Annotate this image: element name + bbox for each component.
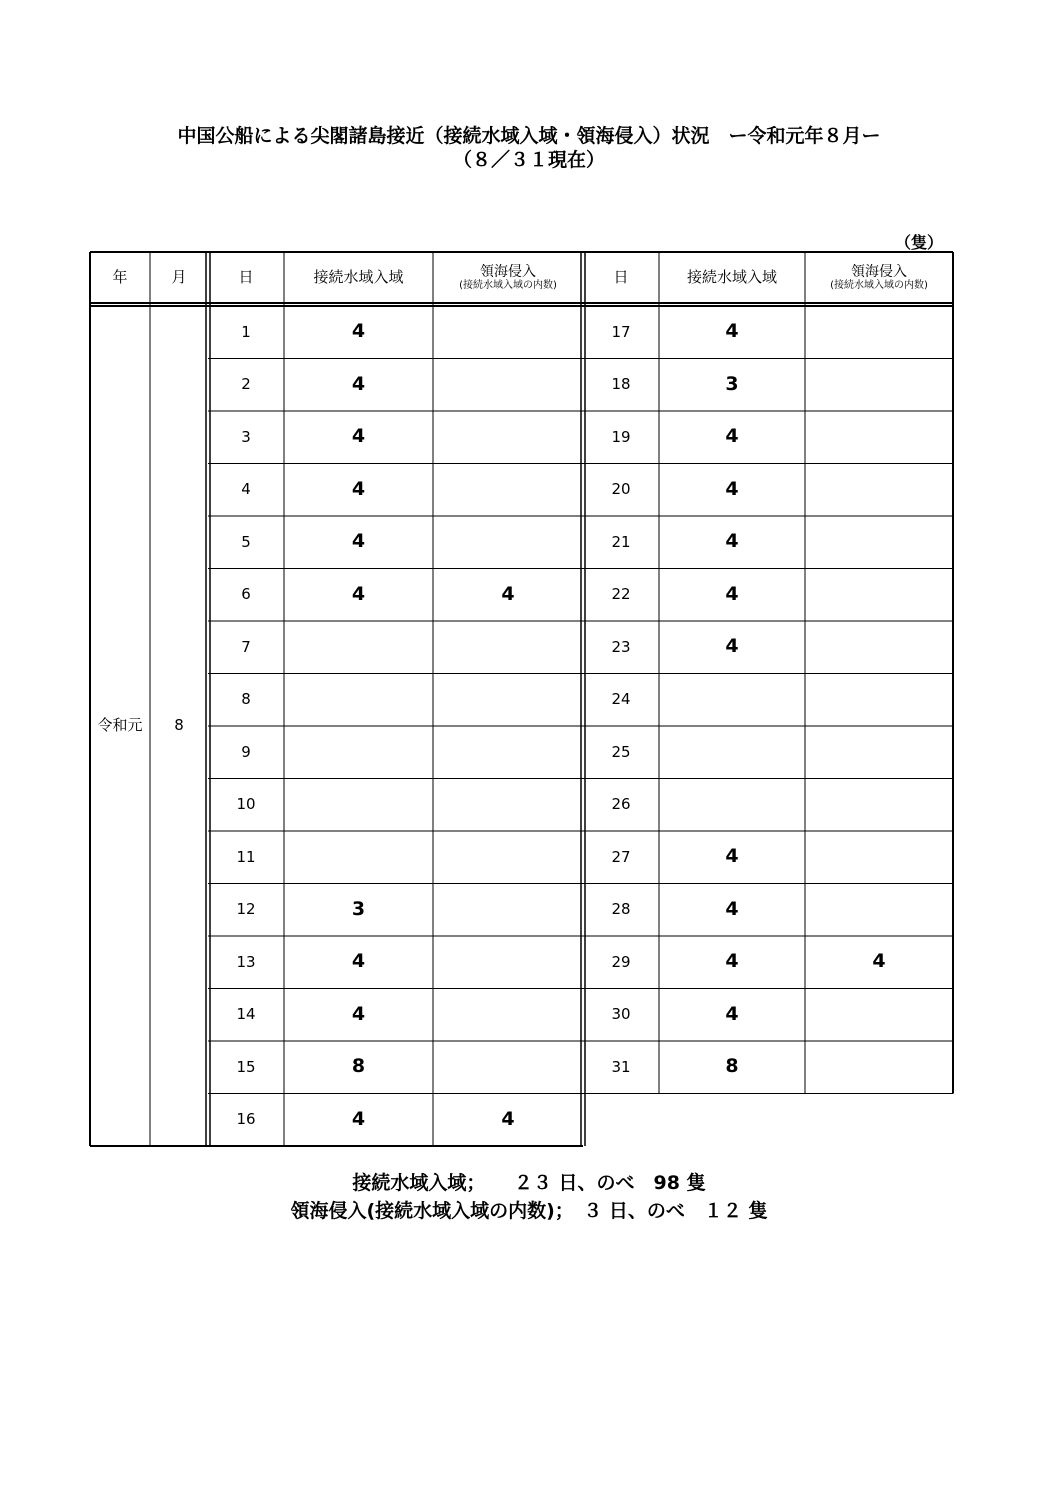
day-cell: 26 [611,795,631,814]
territorial-count-cell [805,411,953,464]
territorial-count-cell [805,779,953,832]
territorial-count-cell [433,359,583,412]
header-day: 日 [613,267,629,286]
contiguous-count-cell: 4 [351,950,366,973]
contiguous-count-cell: 4 [725,582,739,605]
header-territorial-sublabel: (接続水域入域の内数) [459,279,557,291]
day-cell: 27 [611,847,631,866]
day-cell: 10 [236,795,256,814]
contiguous-count-cell: 8 [351,1055,366,1078]
day-cell: 17 [611,322,631,341]
day-cell: 28 [611,900,631,919]
day-cell: 23 [611,637,631,656]
day-cell: 13 [236,952,256,971]
contiguous-count-cell: 4 [351,582,366,605]
territorial-count-cell [805,674,953,727]
territorial-count-cell [433,464,583,517]
contiguous-count-cell [284,674,433,727]
day-cell: 16 [236,1110,256,1129]
era-cell: 令和元 [97,716,143,735]
contiguous-count-cell: 4 [725,320,739,343]
day-cell: 21 [611,532,631,551]
contiguous-count-cell [659,674,805,727]
territorial-count-cell [433,779,583,832]
territorial-count-cell [433,516,583,569]
contiguous-count-cell: 4 [351,372,366,395]
territorial-count-cell [805,464,953,517]
day-cell: 31 [611,1057,631,1076]
territorial-count-cell [805,621,953,674]
contiguous-count-cell: 4 [725,425,739,448]
contiguous-count-cell: 4 [725,1002,739,1025]
contiguous-count-cell [284,779,433,832]
day-cell: 11 [236,847,256,866]
territorial-count-cell [805,726,953,779]
unit-label: （隻） [895,233,944,252]
territorial-count-cell [433,674,583,727]
header-month: 月 [171,267,187,286]
contiguous-count-cell: 4 [725,845,739,868]
territorial-count-cell [433,989,583,1042]
contiguous-count-cell: 4 [351,320,366,343]
contiguous-count-cell: 3 [351,897,366,920]
contiguous-count-cell [659,726,805,779]
day-cell: 29 [611,952,631,971]
territorial-count-cell [433,621,583,674]
day-cell: 15 [236,1057,256,1076]
territorial-count-cell [805,884,953,937]
territorial-count-cell [433,306,583,359]
contiguous-count-cell: 4 [351,425,366,448]
header-contiguous: 接続水域入域 [686,267,777,286]
page-title: 中国公船による尖閣諸島接近（接続水域入域・領海侵入）状況 ー令和元年８月ー [177,125,881,147]
territorial-count-cell [433,726,583,779]
day-cell: 7 [241,637,251,656]
contiguous-count-cell [284,831,433,884]
header-territorial-label: 領海侵入 [851,263,907,280]
territorial-count-cell [805,516,953,569]
territorial-count-cell [805,569,953,622]
contiguous-count-cell [659,779,805,832]
contiguous-count-cell [284,726,433,779]
day-cell: 20 [611,480,631,499]
territorial-count-cell [805,306,953,359]
day-cell: 22 [611,585,631,604]
territorial-count-cell [805,1041,953,1094]
day-cell: 6 [241,585,251,604]
header-territorial [433,252,583,303]
territorial-count-cell [433,1041,583,1094]
summary-territorial: 領海侵入(接続水域入域の内数)； ３ 日、のべ １２ 隻 [290,1200,768,1222]
territorial-count-cell [805,989,953,1042]
header-territorial-sublabel: (接続水域入域の内数) [830,279,928,291]
territorial-count-cell [433,831,583,884]
contiguous-count-cell: 4 [725,477,739,500]
contiguous-count-cell: 8 [725,1055,739,1078]
header-territorial-label: 領海侵入 [480,263,536,280]
contiguous-count-cell: 4 [351,1107,366,1130]
contiguous-count-cell [284,621,433,674]
contiguous-count-cell: 4 [725,950,739,973]
contiguous-count-cell: 4 [351,530,366,553]
day-cell: 3 [241,427,251,446]
header-contiguous: 接続水域入域 [313,267,404,286]
territorial-count-cell [433,411,583,464]
page-subtitle-date: （８／３１現在） [452,149,605,171]
territorial-count-cell: 4 [501,582,515,605]
territorial-count-cell [805,359,953,412]
day-cell: 14 [236,1005,256,1024]
day-cell: 2 [241,375,251,394]
month-cell: 8 [174,716,184,735]
header-day: 日 [238,267,254,286]
day-cell: 25 [611,742,631,761]
day-cell: 4 [241,480,251,499]
contiguous-count-cell: 3 [725,372,739,395]
day-cell: 30 [611,1005,631,1024]
territorial-count-cell [433,884,583,937]
contiguous-count-cell: 4 [725,897,739,920]
territorial-count-cell [805,831,953,884]
day-cell: 9 [241,742,251,761]
day-cell: 24 [611,690,631,709]
day-cell: 1 [241,322,251,341]
contiguous-count-cell: 4 [725,635,739,658]
day-cell: 18 [611,375,631,394]
day-cell: 5 [241,532,251,551]
territorial-count-cell: 4 [501,1107,515,1130]
header-year: 年 [112,267,128,286]
day-cell: 8 [241,690,251,709]
day-cell: 12 [236,900,256,919]
header-territorial [805,252,953,303]
day-cell: 19 [611,427,631,446]
summary-contiguous: 接続水域入域； ２３ 日、のべ 98 隻 [352,1172,706,1194]
contiguous-count-cell: 4 [351,1002,366,1025]
contiguous-count-cell: 4 [351,477,366,500]
territorial-count-cell: 4 [872,950,886,973]
territorial-count-cell [433,936,583,989]
contiguous-count-cell: 4 [725,530,739,553]
